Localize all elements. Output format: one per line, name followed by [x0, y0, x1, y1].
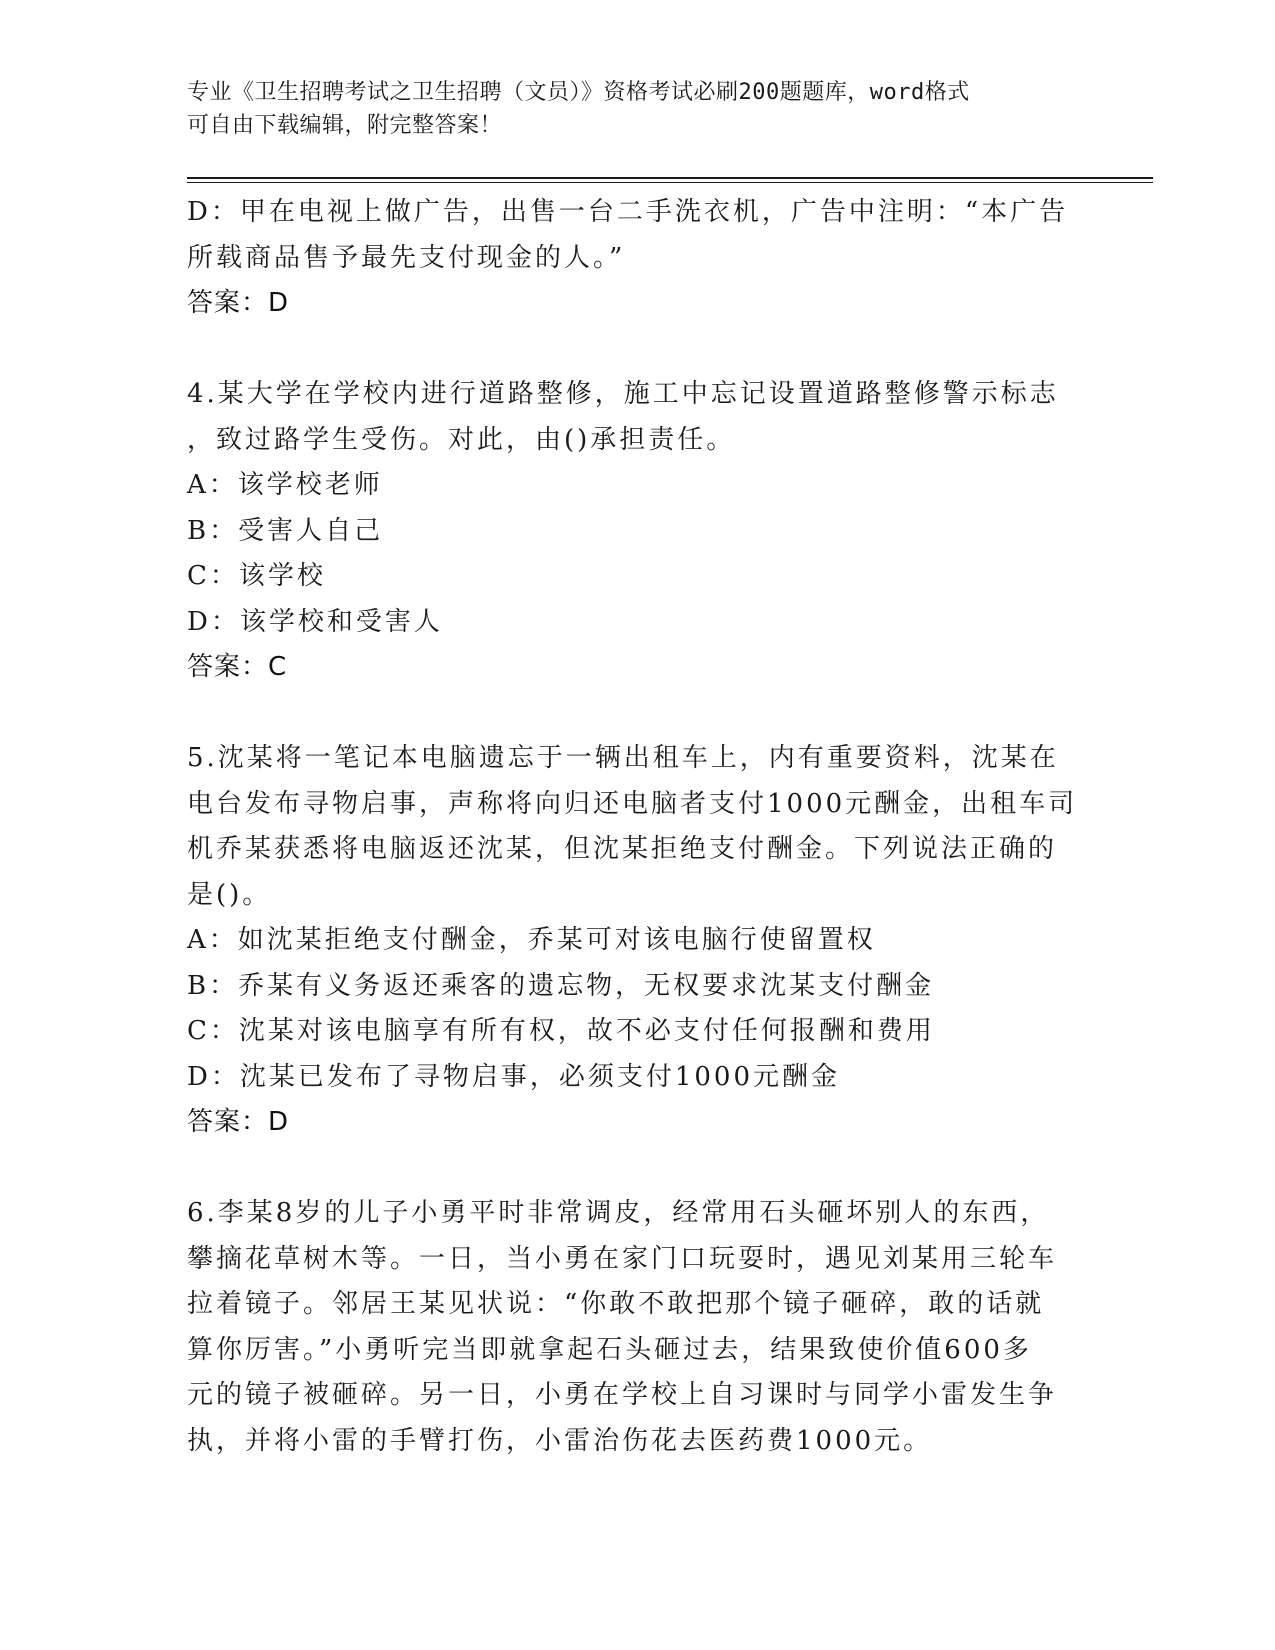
header-rule-thick — [187, 177, 1153, 179]
question-stem-line: 4.某大学在学校内进行道路整修，施工中忘记设置道路整修警示标志 — [187, 379, 1059, 409]
question-stem-line: 拉着镜子。邻居王某见状说：“你敢不敢把那个镜子砸碎，敢的话就 — [187, 1289, 1045, 1319]
question-5 — [187, 736, 1077, 1146]
option-d: D：沈某已发布了寻物启事，必须支付1000元酬金 — [187, 1061, 841, 1092]
option-d-line-2: 所载商品售予最先支付现金的人。” — [187, 242, 626, 273]
option-a: A：如沈某拒绝支付酬金，乔某可对该电脑行使留置权 — [187, 925, 876, 955]
option-c: C：该学校 — [187, 561, 326, 591]
answer-line: 答案：D — [187, 288, 290, 318]
document-body — [187, 190, 1077, 1464]
question-stem-line: 电台发布寻物启事，声称将向归还电脑者支付1000元酬金，出租车司 — [187, 788, 1078, 819]
question-stem-line: 算你厉害。”小勇听完当即就拿起石头砸过去，结果致使价值600多 — [187, 1334, 1032, 1365]
header-line-2: 可自由下载编辑，附完整答案！ — [187, 113, 503, 138]
question-stem-line: 机乔某获悉将电脑返还沈某，但沈某拒绝支付酬金。下列说法正确的 — [187, 834, 1058, 864]
question-6 — [187, 1191, 1077, 1464]
option-a: A：该学校老师 — [187, 470, 383, 500]
answer-line: 答案：D — [187, 1107, 290, 1137]
question-stem-line: 元的镜子被砸碎。另一日，小勇在学校上自习课时与同学小雷发生争 — [187, 1380, 1058, 1410]
option-d: D：该学校和受害人 — [187, 606, 443, 637]
question-stem-line: 6.李某8岁的儿子小勇平时非常调皮，经常用石头砸坏别人的东西， — [187, 1198, 1050, 1228]
option-c: C：沈某对该电脑享有所有权，故不必支付任何报酬和费用 — [187, 1016, 935, 1046]
page-header — [187, 76, 1067, 142]
question-3-continuation — [187, 190, 1077, 327]
question-stem-line: 执，并将小雷的手臂打伤，小雷治伤花去医药费1000元。 — [187, 1425, 933, 1456]
question-stem-line: ，致过路学生受伤。对此，由()承担责任。 — [187, 424, 736, 455]
option-b: B：受害人自己 — [187, 515, 384, 546]
header-rule-thin — [187, 182, 1153, 183]
answer-line: 答案：C — [187, 652, 288, 682]
spacer — [187, 327, 1077, 373]
option-b: B：乔某有义务返还乘客的遗忘物，无权要求沈某支付酬金 — [187, 970, 935, 1001]
question-stem-line: 攀摘花草树木等。一日，当小勇在家门口玩耍时，遇见刘某用三轮车 — [187, 1243, 1058, 1274]
header-line-1: 专业《卫生招聘考试之卫生招聘（文员）》资格考试必刷200题题库，word格式 — [187, 80, 970, 105]
option-d-line-1: D：甲在电视上做广告，出售一台二手洗衣机，广告中注明：“本广告 — [187, 197, 1069, 227]
question-stem-line: 是()。 — [187, 879, 272, 910]
spacer — [187, 691, 1077, 737]
question-stem-line: 5.沈某将一笔记本电脑遗忘于一辆出租车上，内有重要资料，沈某在 — [187, 743, 1059, 773]
spacer — [187, 1146, 1077, 1192]
question-4 — [187, 372, 1077, 691]
